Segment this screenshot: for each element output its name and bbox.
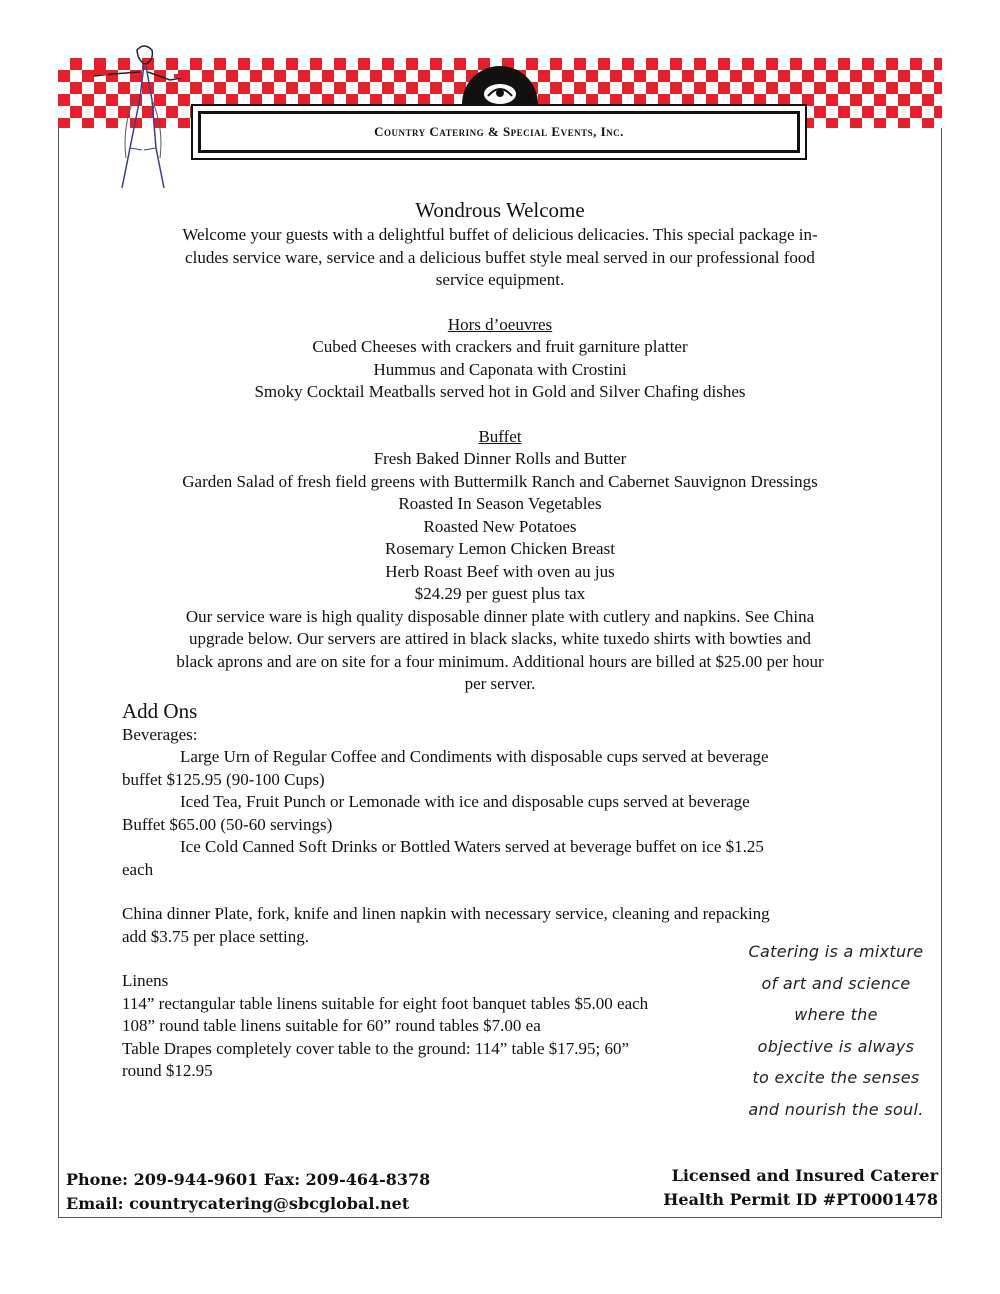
menu-item: Herb Roast Beef with oven au jus bbox=[385, 561, 615, 581]
menu-item: Hummus and Caponata with Crostini bbox=[373, 359, 627, 379]
menu-item: Roasted New Potatoes bbox=[423, 516, 577, 536]
intro-line: Welcome your guests with a delightful buffet of delicious delicacies. This special package in- bbox=[182, 225, 818, 244]
addons-title: Add Ons bbox=[122, 698, 198, 723]
service-note-line: per server. bbox=[464, 674, 536, 693]
quote-line: where the bbox=[794, 1005, 878, 1024]
china-upgrade-line: add $3.75 per place setting. bbox=[122, 926, 309, 946]
beverage-item: Ice Cold Canned Soft Drinks or Bottled Waters served at beverage buffet on ice $1.25 bbox=[180, 837, 764, 856]
linens-label: Linens bbox=[122, 971, 169, 990]
license-info bbox=[663, 1164, 938, 1212]
buffet-price: $24.29 per guest plus tax bbox=[414, 584, 586, 603]
linens-line: 114” rectangular table linens suitable for eight foot banquet tables $5.00 each bbox=[122, 993, 649, 1013]
menu-item: Garden Salad of fresh field greens with Buttermilk Ranch and Cabernet Sauvignon Dressings bbox=[182, 471, 818, 491]
quote-line: of art and science bbox=[761, 973, 911, 993]
service-note-line: Our service ware is high quality disposable dinner plate with cutlery and napkins. See China bbox=[185, 606, 815, 626]
menu-item: Smoky Cocktail Meatballs served hot in Gold and Silver Chafing dishes bbox=[254, 382, 746, 401]
menu-item: Rosemary Lemon Chicken Breast bbox=[385, 539, 615, 558]
quote-line: Catering is a mixture bbox=[748, 942, 924, 961]
quote-line: and nourish the soul. bbox=[748, 1099, 924, 1119]
intro-line: service equipment. bbox=[435, 270, 565, 289]
beverage-item-cont: each bbox=[122, 859, 154, 879]
beverage-item-cont: buffet $125.95 (90-100 Cups) bbox=[122, 769, 325, 789]
license-text: Licensed and Insured Caterer bbox=[671, 1166, 938, 1185]
catering-quote bbox=[736, 936, 936, 1125]
contact-info bbox=[66, 1168, 430, 1216]
package-title: Wondrous Welcome bbox=[415, 198, 585, 222]
quote-line: to excite the senses bbox=[752, 1068, 920, 1087]
menu-item: Cubed Cheeses with crackers and fruit garniture platter bbox=[312, 337, 688, 356]
beverage-item: Iced Tea, Fruit Punch or Lemonade with ice and disposable cups served at beverage bbox=[180, 792, 750, 811]
company-banner bbox=[191, 104, 807, 160]
service-note-line: black aprons and are on site for a four minimum. Additional hours are billed at $25.00 per hour bbox=[176, 651, 824, 671]
beverages-label: Beverages: bbox=[122, 724, 198, 744]
service-note-line: upgrade below. Our servers are attired in black slacks, white tuxedo shirts with bowties and bbox=[188, 629, 812, 648]
intro-line: cludes service ware, service and a delicious buffet style meal served in our professional food bbox=[185, 247, 815, 267]
waiter-illustration-icon bbox=[82, 38, 212, 198]
beverage-item: Large Urn of Regular Coffee and Condiments with disposable cups served at beverage bbox=[180, 747, 769, 766]
linens-line: round $12.95 bbox=[122, 1061, 213, 1080]
beverage-item-cont: Buffet $65.00 (50-60 servings) bbox=[122, 814, 333, 834]
linens-line: 108” round table linens suitable for 60” round tables $7.00 ea bbox=[122, 1016, 541, 1035]
china-upgrade-line: China dinner Plate, fork, knife and linen napkin with necessary service, cleaning and repacking bbox=[122, 904, 770, 923]
health-permit: Health Permit ID #PT0001478 bbox=[663, 1190, 938, 1209]
quote-line: objective is always bbox=[757, 1036, 915, 1056]
email: Email: countrycatering@sbcglobal.net bbox=[66, 1194, 410, 1213]
menu-item: Roasted In Season Vegetables bbox=[398, 494, 602, 513]
hors-doeuvres-heading: Hors d’oeuvres bbox=[447, 314, 553, 334]
linens-line: Table Drapes completely cover table to the ground: 114” table $17.95; 60” bbox=[122, 1038, 630, 1058]
phone-fax: Phone: 209-944-9601 Fax: 209-464-8378 bbox=[66, 1170, 431, 1189]
company-name: Country Catering & Special Events, Inc. bbox=[374, 124, 624, 139]
buffet-heading: Buffet bbox=[478, 426, 522, 446]
menu-item: Fresh Baked Dinner Rolls and Butter bbox=[373, 449, 627, 468]
